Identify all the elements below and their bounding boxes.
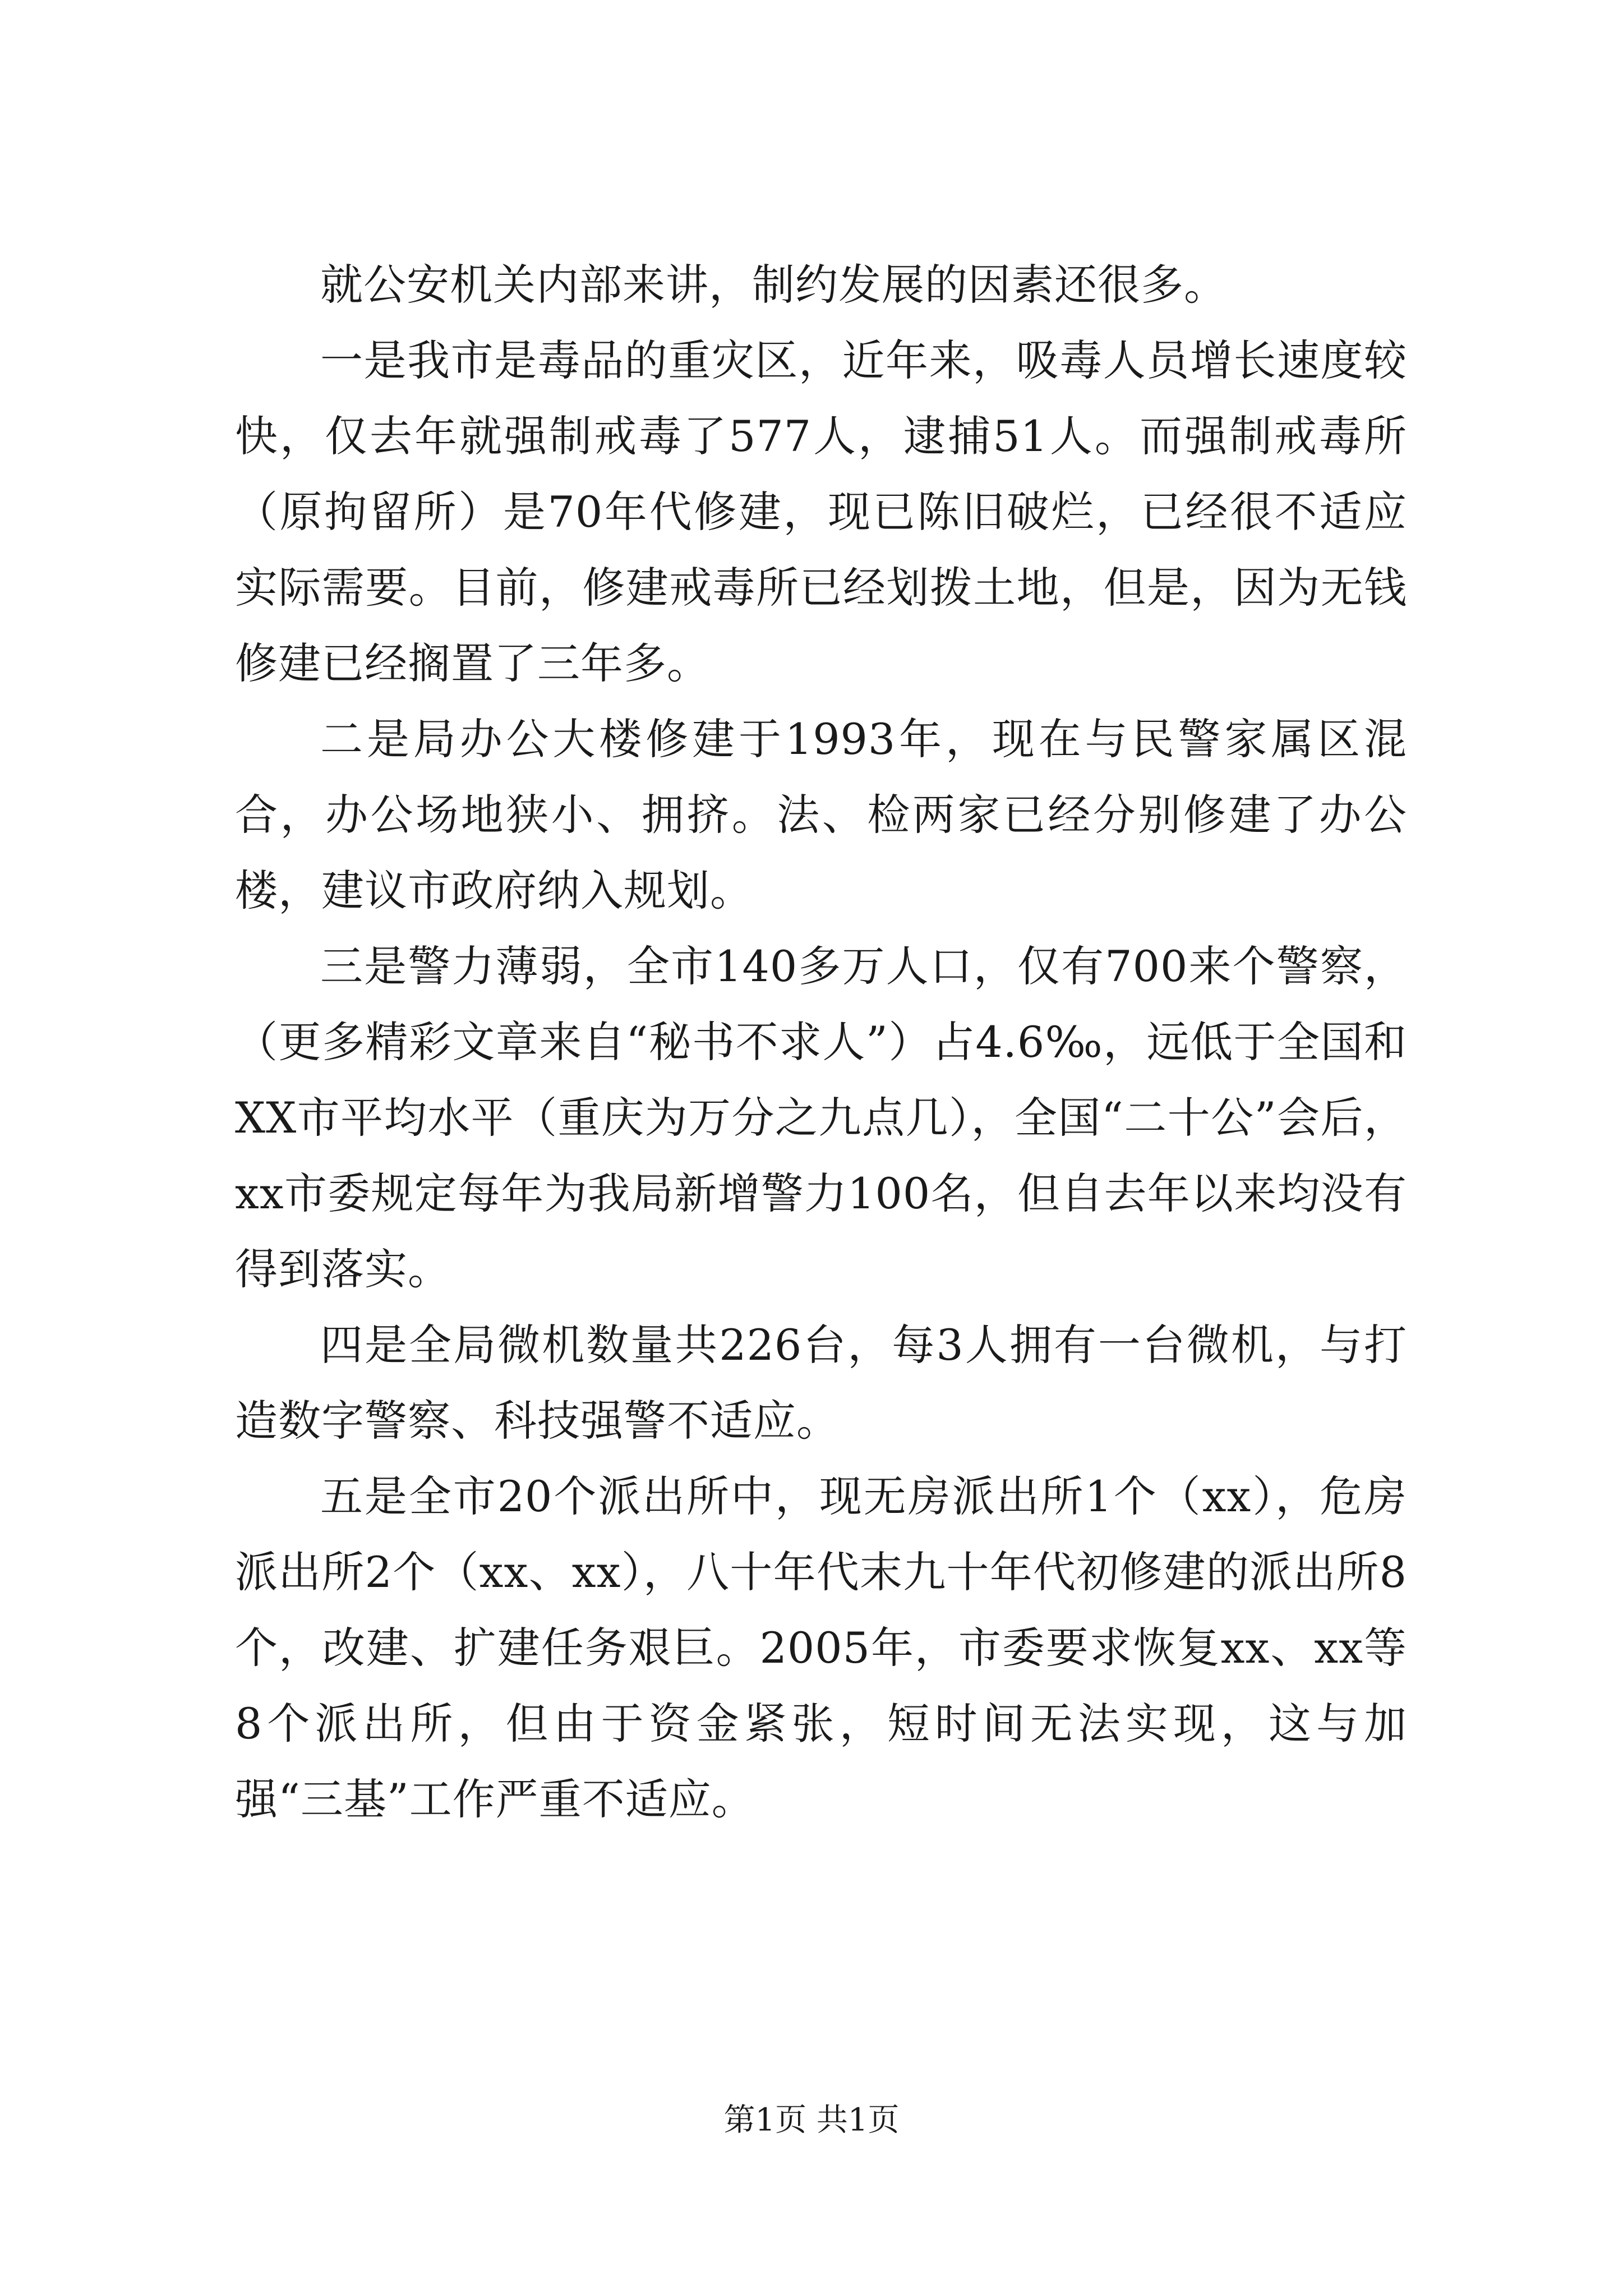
paragraph-point-five: 五是全市20个派出所中，现无房派出所1个（xx），危房派出所2个（xx、xx），八十年代末九十年代初修建的派出所8个，改建、扩建任务艰巨。2005年，市委要求恢复xx、xx等8个派出所，但由于资金紧张，短时间无法实现，这与加强“三基”工作严重不适应。 [235, 1471, 1407, 1824]
document-body [235, 247, 1407, 1837]
paragraph-point-two: 二是局办公大楼修建于1993年，现在与民警家属区混合，办公场地狭小、拥挤。法、检两家已经分别修建了办公楼，建议市政府纳入规划。 [235, 714, 1407, 915]
paragraph-point-four: 四是全局微机数量共226台，每3人拥有一台微机，与打造数字警察、科技强警不适应。 [235, 1320, 1407, 1446]
page-footer: 第1页 共1页 [723, 2102, 900, 2138]
paragraph-point-three: 三是警力薄弱，全市140多万人口，仅有700来个警察，（更多精彩文章来自“秘书不求人”）占4.6‰，远低于全国和XX市平均水平（重庆为万分之九点几），全国“二十公”会后，xx市委规定每年为我局新增警力100名，但自去年以来均没有得到落实。 [235, 941, 1407, 1294]
paragraph-point-one: 一是我市是毒品的重灾区，近年来，吸毒人员增长速度较快，仅去年就强制戒毒了577人，逮捕51人。而强制戒毒所（原拘留所）是70年代修建，现已陈旧破烂，已经很不适应实际需要。目前，修建戒毒所已经划拨土地，但是，因为无钱修建已经搁置了三年多。 [235, 335, 1407, 688]
paragraph-intro: 就公安机关内部来讲，制约发展的因素还很多。 [320, 260, 1227, 310]
